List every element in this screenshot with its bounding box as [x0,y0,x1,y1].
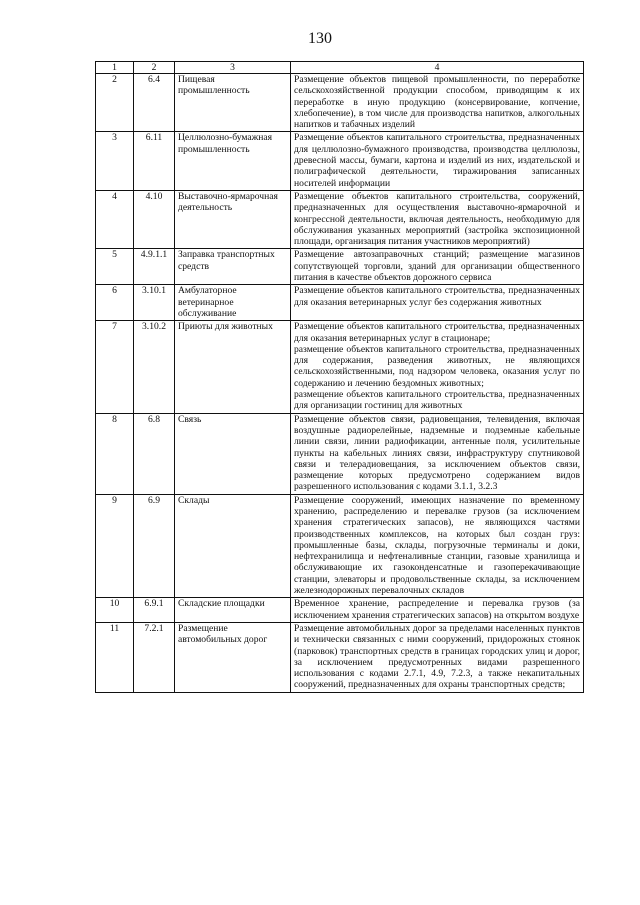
use-name-cell: Заправка транспортных средств [175,249,291,285]
land-use-table [95,61,584,693]
table-row [96,494,584,598]
table-row [96,249,584,285]
column-header: 4 [291,62,584,74]
use-name-cell: Склады [175,494,291,598]
description-cell [291,622,584,692]
use-name-cell: Пищевая промышленность [175,74,291,132]
table-header-row [96,62,584,74]
description-paragraph: Размещение автозаправочных станций; размещение магазинов сопутствующей торговли, зданий для организации общественного питания в качестве объектов дорожного сервиса [294,249,580,284]
use-name-cell: Приюты для животных [175,321,291,413]
code-cell: 6.4 [134,74,175,132]
table-row [96,190,584,248]
code-cell: 4.9.1.1 [134,249,175,285]
description-paragraph: Временное хранение, распределение и перевалка грузов (за исключением хранения стратегических запасов) на открытом воздухе [294,598,580,621]
description-paragraph: Размещение автомобильных дорог за пределами населенных пунктов и технически связанных с ними сооружений, придорожных стоянок (парковок) транспортных средств в границах городских улиц и дорог, за исключением предусмотренных видами разрешенного использования с кодами 2.7.1, 4.9, 7.2.3, а также некапитальных сооружений, предназначенных для охраны транспортных средств; [294,622,580,691]
use-name-cell: Связь [175,413,291,494]
code-cell: 6.11 [134,132,175,190]
use-name-cell: Амбулаторное ветеринарное обслуживание [175,285,291,321]
column-header: 1 [96,62,134,74]
description-cell [291,132,584,190]
description-paragraph: Размещение объектов связи, радиовещания, телевидения, включая воздушные радиорелейные, надземные и подземные кабельные линии связи, линии радиофикации, антенные поля, усилительные пункты на кабельных линиях связи, инфраструктуру спутниковой связи и телерадиовещания, за исключением объектов связи, размещение которых предусмотрено содержанием видов разрешенного использования с кодами 3.1.1, 3.2.3 [294,413,580,493]
table-row [96,321,584,413]
description-cell [291,190,584,248]
description-cell [291,413,584,494]
table-row [96,413,584,494]
use-name-cell: Целлюлозно-бумажная промышленность [175,132,291,190]
description-cell [291,321,584,413]
description-paragraph: Размещение объектов капитального строительства, предназначенных для целлюлозно-бумажного производства, производства целлюлозы, древесной массы, бумаги, картона и изделий из них, издательской и полиграфической деятельности, тиражирования записанных носителей информации [294,132,580,189]
row-number-cell: 10 [96,598,134,623]
table-row [96,132,584,190]
page-number: 130 [308,30,332,47]
use-name-cell: Выставочно-ярмарочная деятельность [175,190,291,248]
row-number-cell: 8 [96,413,134,494]
column-header: 3 [175,62,291,74]
table-row [96,598,584,623]
row-number-cell: 2 [96,74,134,132]
description-paragraph: Размещение объектов капитального строительства, сооружений, предназначенных для осуществления выставочно-ярмарочной и конгрессной деятельности, включая деятельность, необходимую для обслуживания указанных мероприятий (застройка экспозиционной площади, организация питания участников мероприятий) [294,190,580,248]
use-name-cell: Размещение автомобильных дорог [175,622,291,692]
code-cell: 6.9 [134,494,175,598]
row-number-cell: 3 [96,132,134,190]
description-paragraph: размещение объектов капитального строительства, предназначенных для содержания, разведения животных, не являющихся сельскохозяйственными, под надзором человека, оказания услуг по содержанию и лечению бездомных животных; [294,343,580,389]
code-cell: 3.10.1 [134,285,175,321]
row-number-cell: 7 [96,321,134,413]
description-cell [291,598,584,623]
description-cell [291,285,584,321]
code-cell: 6.8 [134,413,175,494]
description-cell [291,74,584,132]
code-cell: 3.10.2 [134,321,175,413]
code-cell: 4.10 [134,190,175,248]
table-row [96,622,584,692]
row-number-cell: 9 [96,494,134,598]
row-number-cell: 11 [96,622,134,692]
description-paragraph: Размещение объектов капитального строительства, предназначенных для оказания ветеринарных услуг без содержания животных [294,285,580,308]
description-paragraph: размещение объектов капитального строительства, предназначенных для организации гостиниц для животных [294,389,580,412]
code-cell: 6.9.1 [134,598,175,623]
column-header: 2 [134,62,175,74]
row-number-cell: 6 [96,285,134,321]
description-paragraph: Размещение объектов капитального строительства, предназначенных для оказания ветеринарных услуг в стационаре; [294,321,580,344]
table-row [96,74,584,132]
table-row [96,285,584,321]
code-cell: 7.2.1 [134,622,175,692]
description-cell [291,494,584,598]
use-name-cell: Складские площадки [175,598,291,623]
row-number-cell: 5 [96,249,134,285]
description-paragraph: Размещение сооружений, имеющих назначение по временному хранению, распределению и перевалке грузов (за исключением хранения стратегических запасов), не являющихся частями производственных комплексов, на которых был создан груз: промышленные базы, склады, погрузочные терминалы и доки, нефтехранилища и нефтеналивные станции, газовые хранилища и обслуживающие их газоконденсатные и газоперекачивающие станции, элеваторы и продовольственные склады, за исключением железнодорожных перевалочных складов [294,494,580,597]
row-number-cell: 4 [96,190,134,248]
description-paragraph: Размещение объектов пищевой промышленности, по переработке сельскохозяйственной продукции способом, приводящим к их переработке в иную продукцию (консервирование, копчение, хлебопечение), в том числе для производства напитков, алкогольных напитков и табачных изделий [294,74,580,131]
description-cell [291,249,584,285]
